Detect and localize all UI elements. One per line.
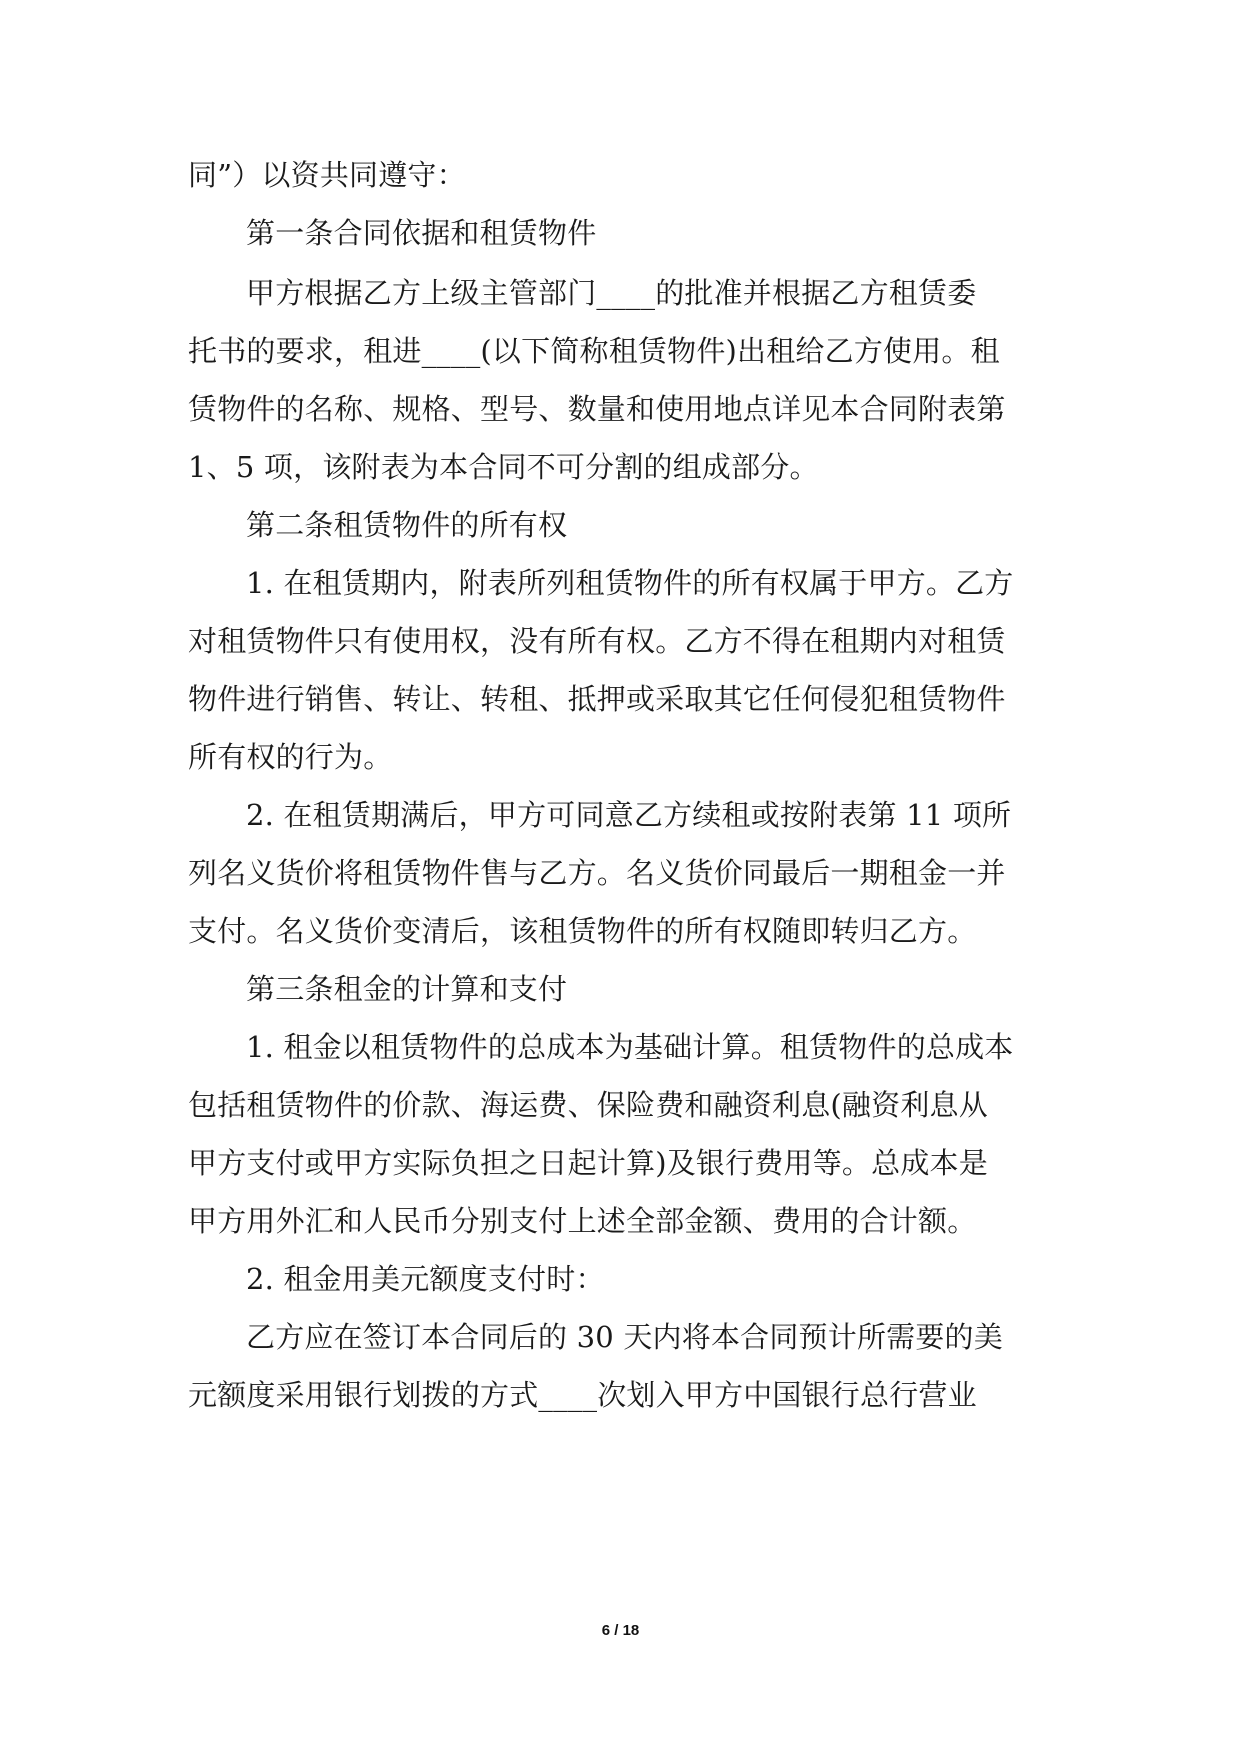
section-heading: 第二条租赁物件的所有权 [246, 508, 568, 542]
text-line: 列名义货价将租赁物件售与乙方。名义货价同最后一期租金一并 [188, 856, 1006, 890]
section-heading: 第一条合同依据和租赁物件 [246, 216, 597, 250]
text-line: 2. 在租赁期满后，甲方可同意乙方续租或按附表第 11 项所 [246, 798, 1012, 832]
text-line: 乙方应在签订本合同后的 30 天内将本合同预计所需要的美 [246, 1320, 1003, 1354]
text-line: 元额度采用银行划拨的方式____次划入甲方中国银行总行营业 [188, 1378, 977, 1412]
text-line: 2. 租金用美元额度支付时： [246, 1262, 605, 1296]
text-line: 包括租赁物件的价款、海运费、保险费和融资利息(融资利息从 [188, 1088, 988, 1122]
text-line: 甲方用外汇和人民币分别支付上述全部金额、费用的合计额。 [188, 1204, 977, 1238]
text-line: 甲方根据乙方上级主管部门____的批准并根据乙方租赁委 [246, 276, 977, 310]
text-line: 物件进行销售、转让、转租、抵押或采取其它任何侵犯租赁物件 [188, 682, 1006, 716]
text-line: 对租赁物件只有使用权，没有所有权。乙方不得在租期内对租赁 [188, 624, 1006, 658]
text-line: 赁物件的名称、规格、型号、数量和使用地点详见本合同附表第 [188, 392, 1006, 426]
section-heading: 第三条租金的计算和支付 [246, 972, 568, 1006]
text-line: 托书的要求，租进____(以下简称租赁物件)出租给乙方使用。租 [188, 334, 1000, 368]
text-line: 甲方支付或甲方实际负担之日起计算)及银行费用等。总成本是 [188, 1146, 988, 1180]
text-line: 1. 在租赁期内，附表所列租赁物件的所有权属于甲方。乙方 [246, 566, 1014, 600]
text-line: 同”）以资共同遵守： [188, 158, 466, 192]
page-number: 6 / 18 [601, 1622, 640, 1639]
text-line: 1. 租金以租赁物件的总成本为基础计算。租赁物件的总成本 [246, 1030, 1014, 1064]
text-line: 1、5 项，该附表为本合同不可分割的组成部分。 [188, 450, 819, 484]
text-line: 所有权的行为。 [188, 740, 393, 774]
text-line: 支付。名义货价变清后，该租赁物件的所有权随即转归乙方。 [188, 914, 977, 948]
